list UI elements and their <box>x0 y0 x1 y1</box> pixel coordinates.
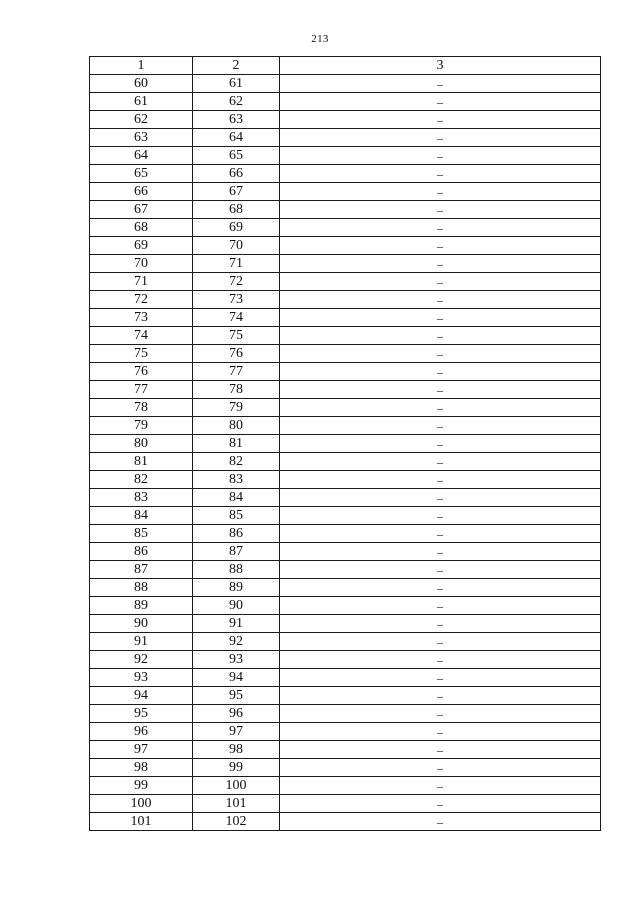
table-cell-col-3: – <box>280 309 601 327</box>
table-cell-col-2: 66 <box>193 165 280 183</box>
table-row <box>90 219 601 237</box>
table-cell-col-1: 78 <box>90 399 193 417</box>
table-row <box>90 813 601 831</box>
table-cell-col-2: 67 <box>193 183 280 201</box>
table-row <box>90 615 601 633</box>
table-cell-col-1: 65 <box>90 165 193 183</box>
table-cell-col-2: 85 <box>193 507 280 525</box>
table-cell-col-3: – <box>280 291 601 309</box>
table-row <box>90 147 601 165</box>
table-row <box>90 111 601 129</box>
table-cell-col-1: 92 <box>90 651 193 669</box>
table-cell-col-2: 77 <box>193 363 280 381</box>
table-row <box>90 273 601 291</box>
table-cell-col-2: 76 <box>193 345 280 363</box>
table-cell-col-1: 70 <box>90 255 193 273</box>
page-number: 213 <box>311 33 329 45</box>
table-cell-col-2: 98 <box>193 741 280 759</box>
column-header-1: 1 <box>90 57 193 75</box>
table-cell-col-1: 60 <box>90 75 193 93</box>
table-cell-col-1: 72 <box>90 291 193 309</box>
table-row <box>90 237 601 255</box>
column-header-2: 2 <box>193 57 280 75</box>
table-row <box>90 507 601 525</box>
table-row <box>90 93 601 111</box>
table-cell-col-1: 93 <box>90 669 193 687</box>
table-cell-col-1: 83 <box>90 489 193 507</box>
table-cell-col-3: – <box>280 363 601 381</box>
table-cell-col-3: – <box>280 669 601 687</box>
table-cell-col-3: – <box>280 255 601 273</box>
table-cell-col-1: 85 <box>90 525 193 543</box>
table-cell-col-3: – <box>280 453 601 471</box>
table-cell-col-3: – <box>280 615 601 633</box>
table-cell-col-1: 99 <box>90 777 193 795</box>
table-cell-col-1: 66 <box>90 183 193 201</box>
table-cell-col-3: – <box>280 561 601 579</box>
table-cell-col-3: – <box>280 759 601 777</box>
table-row <box>90 435 601 453</box>
table-cell-col-1: 61 <box>90 93 193 111</box>
table-cell-col-3: – <box>280 219 601 237</box>
table-row <box>90 651 601 669</box>
table-cell-col-1: 94 <box>90 687 193 705</box>
table-row <box>90 381 601 399</box>
table-cell-col-2: 78 <box>193 381 280 399</box>
table-cell-col-2: 65 <box>193 147 280 165</box>
table-cell-col-3: – <box>280 201 601 219</box>
table-cell-col-1: 97 <box>90 741 193 759</box>
table-row <box>90 327 601 345</box>
table-row <box>90 363 601 381</box>
table-row <box>90 129 601 147</box>
table-cell-col-3: – <box>280 795 601 813</box>
table-row <box>90 795 601 813</box>
table-cell-col-3: – <box>280 723 601 741</box>
table-cell-col-2: 64 <box>193 129 280 147</box>
table-cell-col-1: 68 <box>90 219 193 237</box>
table-cell-col-1: 89 <box>90 597 193 615</box>
table-row <box>90 453 601 471</box>
table-row <box>90 183 601 201</box>
table-cell-col-3: – <box>280 183 601 201</box>
table-cell-col-3: – <box>280 543 601 561</box>
table-cell-col-1: 100 <box>90 795 193 813</box>
table-cell-col-1: 81 <box>90 453 193 471</box>
table-cell-col-3: – <box>280 345 601 363</box>
table-cell-col-3: – <box>280 651 601 669</box>
table-cell-col-1: 87 <box>90 561 193 579</box>
table-cell-col-1: 86 <box>90 543 193 561</box>
table-cell-col-2: 69 <box>193 219 280 237</box>
table-cell-col-1: 62 <box>90 111 193 129</box>
table-cell-col-2: 68 <box>193 201 280 219</box>
table-row <box>90 201 601 219</box>
table-cell-col-2: 79 <box>193 399 280 417</box>
table-cell-col-3: – <box>280 579 601 597</box>
table-cell-col-3: – <box>280 435 601 453</box>
table-row <box>90 597 601 615</box>
table-cell-col-2: 100 <box>193 777 280 795</box>
table-cell-col-2: 95 <box>193 687 280 705</box>
table-row <box>90 345 601 363</box>
table-cell-col-2: 84 <box>193 489 280 507</box>
table-cell-col-1: 80 <box>90 435 193 453</box>
table-cell-col-3: – <box>280 75 601 93</box>
table-row <box>90 75 601 93</box>
table-cell-col-2: 92 <box>193 633 280 651</box>
table-cell-col-2: 62 <box>193 93 280 111</box>
table-cell-col-3: – <box>280 111 601 129</box>
table-cell-col-2: 70 <box>193 237 280 255</box>
table-cell-col-2: 97 <box>193 723 280 741</box>
table-cell-col-1: 76 <box>90 363 193 381</box>
table-cell-col-1: 75 <box>90 345 193 363</box>
table-row <box>90 669 601 687</box>
table-cell-col-2: 86 <box>193 525 280 543</box>
table-row <box>90 633 601 651</box>
table-cell-col-2: 101 <box>193 795 280 813</box>
table-row <box>90 741 601 759</box>
table-cell-col-1: 101 <box>90 813 193 831</box>
table-cell-col-2: 96 <box>193 705 280 723</box>
table-cell-col-1: 82 <box>90 471 193 489</box>
table-cell-col-2: 94 <box>193 669 280 687</box>
table-cell-col-2: 81 <box>193 435 280 453</box>
table-cell-col-3: – <box>280 147 601 165</box>
table-cell-col-3: – <box>280 741 601 759</box>
table-row <box>90 723 601 741</box>
table-cell-col-3: – <box>280 507 601 525</box>
table-cell-col-3: – <box>280 489 601 507</box>
table-cell-col-1: 88 <box>90 579 193 597</box>
table-row <box>90 309 601 327</box>
table-row <box>90 255 601 273</box>
table-cell-col-2: 75 <box>193 327 280 345</box>
table-row <box>90 165 601 183</box>
column-header-3: 3 <box>280 57 601 75</box>
table-cell-col-2: 99 <box>193 759 280 777</box>
table-row <box>90 471 601 489</box>
table-cell-col-2: 73 <box>193 291 280 309</box>
table-cell-col-2: 63 <box>193 111 280 129</box>
table-row <box>90 543 601 561</box>
table-cell-col-3: – <box>280 813 601 831</box>
table-cell-col-1: 91 <box>90 633 193 651</box>
table-cell-col-3: – <box>280 165 601 183</box>
table-cell-col-1: 69 <box>90 237 193 255</box>
table-cell-col-2: 82 <box>193 453 280 471</box>
table-cell-col-3: – <box>280 471 601 489</box>
table-cell-col-1: 84 <box>90 507 193 525</box>
table-cell-col-1: 64 <box>90 147 193 165</box>
table-cell-col-1: 74 <box>90 327 193 345</box>
table-cell-col-3: – <box>280 705 601 723</box>
table-cell-col-2: 102 <box>193 813 280 831</box>
table-cell-col-3: – <box>280 777 601 795</box>
table-cell-col-1: 63 <box>90 129 193 147</box>
table-cell-col-3: – <box>280 327 601 345</box>
table-row <box>90 705 601 723</box>
table-cell-col-2: 87 <box>193 543 280 561</box>
table-cell-col-3: – <box>280 597 601 615</box>
table-row <box>90 417 601 435</box>
table-cell-col-2: 72 <box>193 273 280 291</box>
table-cell-col-1: 79 <box>90 417 193 435</box>
table-cell-col-3: – <box>280 687 601 705</box>
table-header <box>90 57 601 75</box>
table-row <box>90 777 601 795</box>
table-row <box>90 489 601 507</box>
table-row <box>90 759 601 777</box>
table-row <box>90 525 601 543</box>
table-cell-col-1: 96 <box>90 723 193 741</box>
data-table <box>89 56 601 831</box>
table-cell-col-3: – <box>280 129 601 147</box>
table-cell-col-2: 71 <box>193 255 280 273</box>
table-row <box>90 561 601 579</box>
table-cell-col-1: 98 <box>90 759 193 777</box>
table-cell-col-2: 90 <box>193 597 280 615</box>
table-row <box>90 399 601 417</box>
table-cell-col-3: – <box>280 525 601 543</box>
table-cell-col-2: 83 <box>193 471 280 489</box>
table-cell-col-1: 71 <box>90 273 193 291</box>
table-cell-col-1: 95 <box>90 705 193 723</box>
table-cell-col-3: – <box>280 93 601 111</box>
table-cell-col-1: 67 <box>90 201 193 219</box>
table-cell-col-2: 61 <box>193 75 280 93</box>
table-cell-col-2: 91 <box>193 615 280 633</box>
table-cell-col-3: – <box>280 273 601 291</box>
table-cell-col-3: – <box>280 237 601 255</box>
table-cell-col-1: 90 <box>90 615 193 633</box>
table-body <box>90 75 601 831</box>
table-cell-col-3: – <box>280 417 601 435</box>
table-row <box>90 687 601 705</box>
table-row <box>90 291 601 309</box>
table-cell-col-2: 80 <box>193 417 280 435</box>
header-row <box>90 57 601 75</box>
table-cell-col-3: – <box>280 633 601 651</box>
table-cell-col-3: – <box>280 399 601 417</box>
table-cell-col-2: 74 <box>193 309 280 327</box>
table-cell-col-2: 93 <box>193 651 280 669</box>
table-cell-col-3: – <box>280 381 601 399</box>
table-cell-col-1: 73 <box>90 309 193 327</box>
table-cell-col-2: 89 <box>193 579 280 597</box>
table-cell-col-2: 88 <box>193 561 280 579</box>
table-row <box>90 579 601 597</box>
table-cell-col-1: 77 <box>90 381 193 399</box>
